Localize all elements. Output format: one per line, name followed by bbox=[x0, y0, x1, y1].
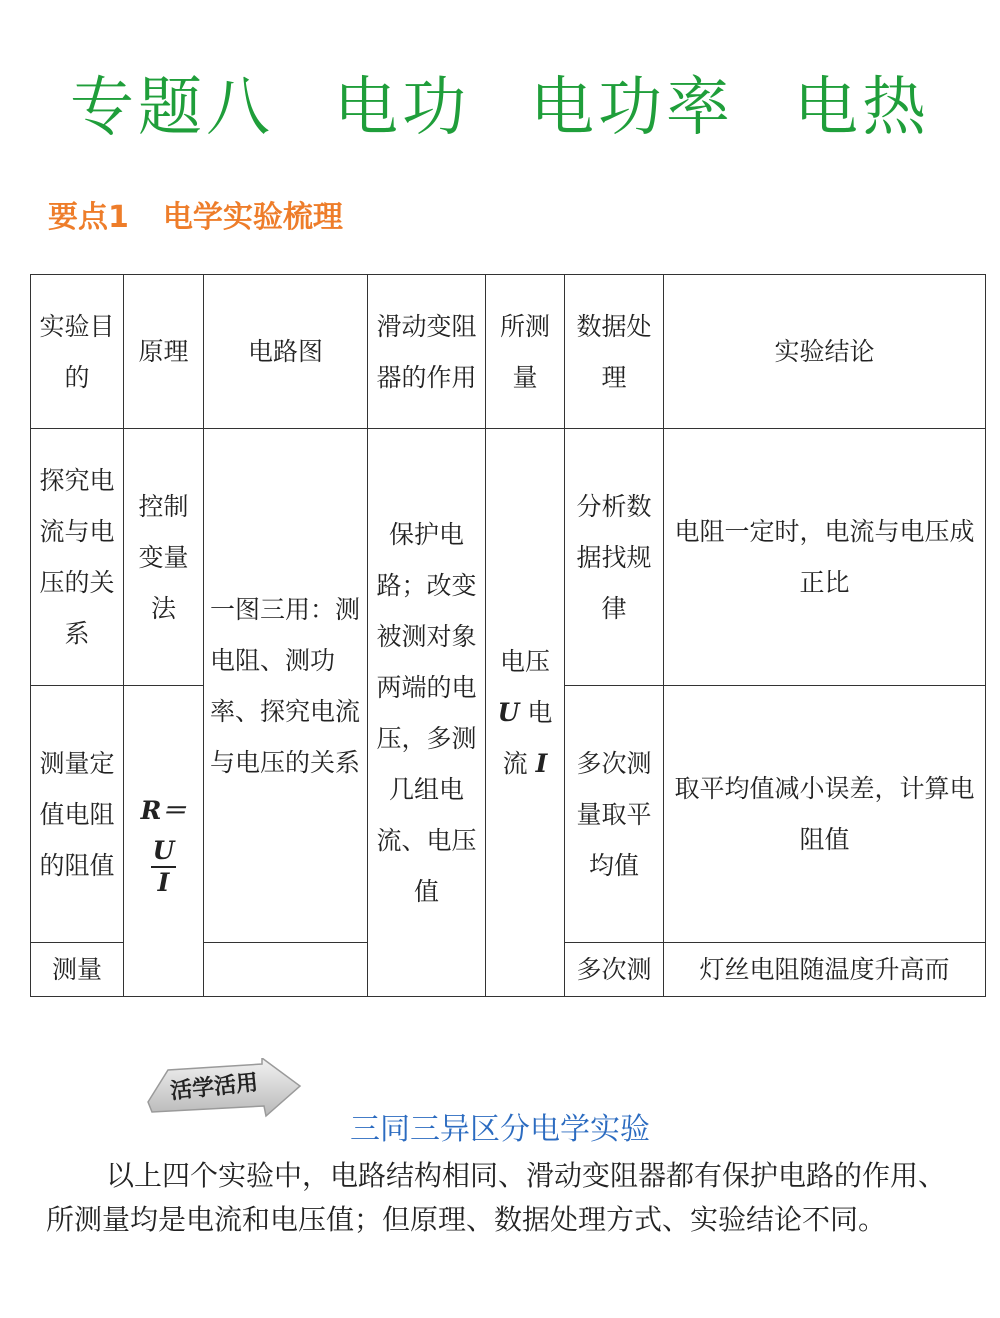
cell-conclusion: 电阻一定时，电流与电压成正比 bbox=[664, 429, 986, 686]
title-part: 电功 bbox=[334, 71, 470, 145]
cell-principle: 控制变量法 bbox=[124, 429, 204, 686]
cell-processing: 多次测量取平均值 bbox=[565, 686, 664, 943]
experiment-table bbox=[30, 274, 986, 997]
header-cell: 数据处理 bbox=[565, 275, 664, 429]
page-title bbox=[0, 68, 1000, 148]
formula-numerator: U bbox=[151, 836, 177, 868]
formula-fraction bbox=[151, 836, 177, 898]
symbol-u: U bbox=[497, 698, 520, 727]
measured-voltage: 电压 bbox=[499, 647, 550, 676]
header-cell: 所测量 bbox=[486, 275, 565, 429]
section-label: 电学实验梳理 bbox=[162, 200, 343, 235]
header-cell: 电路图 bbox=[204, 275, 368, 429]
badge-label: 活学活用 bbox=[169, 1070, 260, 1105]
table-header-row bbox=[31, 275, 986, 429]
measured-current: 电流 bbox=[502, 698, 553, 778]
formula-lhs: R＝ bbox=[140, 795, 187, 825]
cell-purpose: 测量定值电阻的阻值 bbox=[31, 686, 124, 943]
header-cell: 原理 bbox=[124, 275, 204, 429]
header-cell: 实验结论 bbox=[664, 275, 986, 429]
cell-rheostat: 保护电路；改变被测对象两端的电压，多测几组电流、电压值 bbox=[368, 429, 486, 997]
header-cell: 实验目的 bbox=[31, 275, 124, 429]
cell-circuit: 一图三用：测电阻、测功率、探究电流与电压的关系 bbox=[204, 429, 368, 943]
cell-conclusion: 取平均值减小误差，计算电阻值 bbox=[664, 686, 986, 943]
symbol-i: I bbox=[535, 749, 548, 778]
subheading: 三同三异区分电学实验 bbox=[350, 1112, 650, 1147]
title-part: 电热 bbox=[794, 71, 930, 145]
cell-processing: 多次测 bbox=[565, 943, 664, 997]
cell-purpose: 测量 bbox=[31, 943, 124, 997]
formula-denominator: I bbox=[157, 867, 170, 897]
title-part: 电功率 bbox=[530, 71, 734, 145]
cell-processing: 分析数据找规律 bbox=[565, 429, 664, 686]
cell-principle-formula bbox=[124, 686, 204, 997]
cell-circuit-empty bbox=[204, 943, 368, 997]
section-number: 要点1 bbox=[48, 200, 129, 235]
cell-conclusion: 灯丝电阻随温度升高而 bbox=[664, 943, 986, 997]
title-part: 专题八 bbox=[70, 71, 274, 145]
table-row bbox=[31, 429, 986, 686]
cell-purpose: 探究电流与电压的关系 bbox=[31, 429, 124, 686]
cell-measured bbox=[486, 429, 565, 997]
header-cell: 滑动变阻器的作用 bbox=[368, 275, 486, 429]
section-heading bbox=[48, 196, 343, 240]
summary-paragraph: 以上四个实验中，电路结构相同、滑动变阻器都有保护电路的作用、所测量均是电流和电压值；但原理、数据处理方式、实验结论不同。 bbox=[46, 1159, 947, 1236]
